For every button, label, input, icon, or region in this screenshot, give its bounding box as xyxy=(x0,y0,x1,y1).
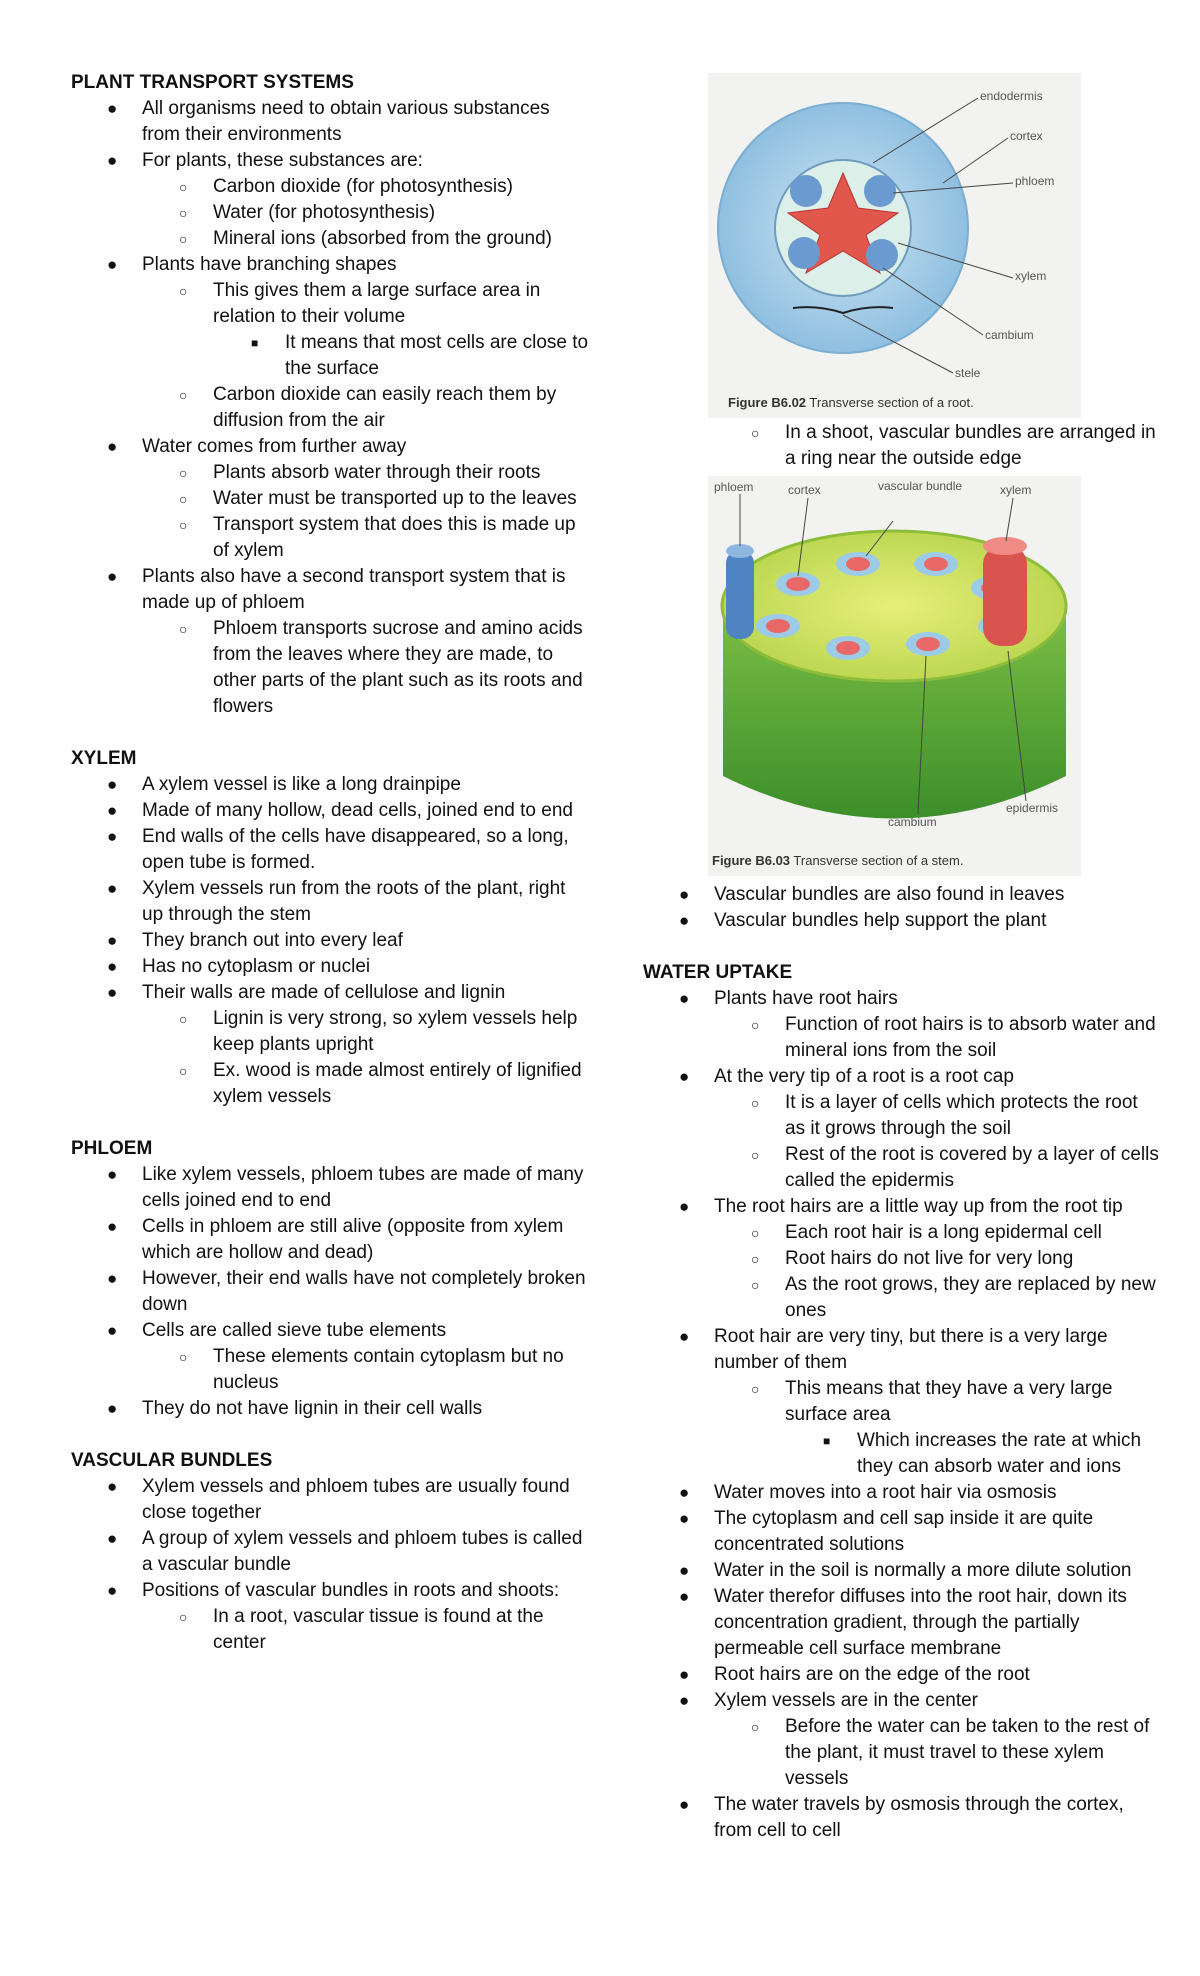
list-item xyxy=(643,882,1163,908)
bullet-marker: ○ xyxy=(751,1095,760,1111)
root-section-figure xyxy=(708,73,1081,418)
list-item xyxy=(643,1506,1163,1558)
list-item xyxy=(71,200,591,226)
bullet-marker: ○ xyxy=(179,205,188,221)
list-item xyxy=(643,1064,1163,1090)
bullet-list xyxy=(71,1474,591,1656)
bullet-marker: ● xyxy=(679,1067,690,1086)
list-item xyxy=(71,226,591,252)
list-item xyxy=(71,1526,591,1578)
list-item-text: Lignin is very strong, so xylem vessels help keep plants upright xyxy=(213,1008,578,1055)
list-item-text: Root hair are very tiny, but there is a very large number of them xyxy=(714,1326,1108,1373)
list-item-text: However, their end walls have not completely broken down xyxy=(142,1268,586,1315)
list-item-text: These elements contain cytoplasm but no nucleus xyxy=(213,1346,564,1393)
label-xylem: xylem xyxy=(1015,269,1047,283)
bullet-marker: ● xyxy=(107,255,118,274)
root-phloem-3 xyxy=(788,237,820,269)
label-stem-cortex: cortex xyxy=(788,483,821,497)
label-epidermis: epidermis xyxy=(1006,801,1059,815)
list-item xyxy=(71,1344,591,1396)
bullet-marker: ● xyxy=(679,1691,690,1710)
bullet-marker: ● xyxy=(107,931,118,950)
list-item-text: Water comes from further away xyxy=(142,436,407,457)
stem-figure-caption xyxy=(712,853,963,868)
bullet-marker: ● xyxy=(107,957,118,976)
bullet-marker: ■ xyxy=(251,336,259,350)
list-item xyxy=(71,148,591,174)
list-item xyxy=(71,616,591,720)
bullet-marker: ○ xyxy=(179,231,188,247)
root-figure-caption xyxy=(728,395,974,410)
bullet-marker: ● xyxy=(107,1321,118,1340)
list-item-text: Carbon dioxide can easily reach them by diffusion from the air xyxy=(213,384,557,431)
label-cortex: cortex xyxy=(1010,129,1043,143)
bullet-marker: ● xyxy=(107,1529,118,1548)
list-item-text: Like xylem vessels, phloem tubes are made of many cells joined end to end xyxy=(142,1164,584,1211)
list-item-text: Water must be transported up to the leaves xyxy=(213,488,577,509)
bullet-marker: ● xyxy=(107,1217,118,1236)
section-heading: PHLOEM xyxy=(71,1138,153,1159)
bullet-marker: ○ xyxy=(751,1277,760,1293)
section xyxy=(71,70,591,720)
section-heading: WATER UPTAKE xyxy=(643,962,793,983)
list-item-text: This means that they have a very large surface area xyxy=(785,1378,1113,1425)
bullet-marker: ○ xyxy=(179,283,188,299)
list-item xyxy=(71,1214,591,1266)
list-item xyxy=(71,1162,591,1214)
list-item-text: End walls of the cells have disappeared, so a long, open tube is formed. xyxy=(142,826,569,873)
list-item-text: Xylem vessels are in the center xyxy=(714,1690,979,1711)
list-item xyxy=(71,460,591,486)
list-item xyxy=(643,1584,1163,1662)
bullet-marker: ● xyxy=(679,989,690,1008)
bullet-marker: ○ xyxy=(179,1063,188,1079)
section-heading: XYLEM xyxy=(71,748,137,769)
shoot-list xyxy=(643,420,1163,472)
bullet-marker: ○ xyxy=(179,179,188,195)
bullet-marker: ● xyxy=(107,1165,118,1184)
list-item-text: Rest of the root is covered by a layer of cells called the epidermis xyxy=(785,1144,1159,1191)
bullet-marker: ● xyxy=(107,1477,118,1496)
list-item-text: Water moves into a root hair via osmosis xyxy=(714,1482,1057,1503)
list-item-text: They branch out into every leaf xyxy=(142,930,403,951)
bullet-marker: ○ xyxy=(179,1609,188,1625)
list-item xyxy=(643,1194,1163,1220)
bullet-marker: ● xyxy=(679,1509,690,1528)
label-stele: stele xyxy=(955,366,981,380)
list-item-text: Root hairs are on the edge of the root xyxy=(714,1664,1030,1685)
bullet-marker: ● xyxy=(679,1795,690,1814)
bullet-marker: ○ xyxy=(179,517,188,533)
list-item xyxy=(643,1558,1163,1584)
list-item-text: It means that most cells are close to the surface xyxy=(285,332,589,379)
list-item-text: The water travels by osmosis through the cortex, from cell to cell xyxy=(714,1794,1124,1841)
bullet-marker: ○ xyxy=(751,1147,760,1163)
list-item xyxy=(71,1266,591,1318)
bullet-marker: ● xyxy=(107,827,118,846)
list-item-text: Function of root hairs is to absorb water and mineral ions from the soil xyxy=(785,1014,1156,1061)
list-item-text: Each root hair is a long epidermal cell xyxy=(785,1222,1102,1243)
list-item-text: Vascular bundles are also found in leaves xyxy=(714,884,1065,905)
stem-diagram xyxy=(708,476,1081,876)
bullet-marker: ● xyxy=(679,1561,690,1580)
list-item xyxy=(71,1396,591,1422)
list-item-text: They do not have lignin in their cell walls xyxy=(142,1398,483,1419)
list-item xyxy=(71,1318,591,1344)
left-column xyxy=(71,70,591,1682)
list-item xyxy=(643,1376,1163,1428)
list-item-text: Plants have branching shapes xyxy=(142,254,397,275)
root-figure-number: Figure B6.02 xyxy=(728,395,807,410)
bullet-marker: ● xyxy=(107,1581,118,1600)
bullet-marker: ● xyxy=(107,437,118,456)
bullet-marker: ○ xyxy=(179,621,188,637)
bullet-marker: ● xyxy=(679,1327,690,1346)
bullet-marker: ● xyxy=(679,911,690,930)
bullet-marker: ● xyxy=(107,1399,118,1418)
list-item-text: Cells in phloem are still alive (opposite from xylem which are hollow and dead) xyxy=(142,1216,564,1263)
list-item xyxy=(71,486,591,512)
root-phloem-2 xyxy=(790,175,822,207)
list-item-text: Made of many hollow, dead cells, joined end to end xyxy=(142,800,573,821)
list-item-text: Carbon dioxide (for photosynthesis) xyxy=(213,176,513,197)
bullet-marker: ○ xyxy=(751,1381,760,1397)
bullet-marker: ○ xyxy=(751,1225,760,1241)
root-figure-text: Transverse section of a root. xyxy=(809,395,974,410)
list-item xyxy=(643,986,1163,1012)
list-item-text: A group of xylem vessels and phloem tubes is called a vascular bundle xyxy=(142,1528,583,1575)
stem-figure-text: Transverse section of a stem. xyxy=(793,853,964,868)
list-item xyxy=(71,824,591,876)
bullet-marker: ● xyxy=(679,1197,690,1216)
root-phloem-1 xyxy=(864,175,896,207)
label-vascular-bundle: vascular bundle xyxy=(878,479,963,493)
list-item xyxy=(643,1688,1163,1714)
shoot-item-text: In a shoot, vascular bundles are arranged in a ring near the outside edge xyxy=(785,422,1156,469)
bullet-marker: ○ xyxy=(179,1011,188,1027)
list-item-text: Plants also have a second transport system that is made up of phloem xyxy=(142,566,566,613)
list-item-text: Cells are called sieve tube elements xyxy=(142,1320,447,1341)
list-item xyxy=(71,278,591,330)
list-item-text: Their walls are made of cellulose and lignin xyxy=(142,982,506,1003)
section xyxy=(71,1136,591,1422)
bullet-list xyxy=(71,96,591,720)
list-item-text: Water therefor diffuses into the root hair, down its concentration gradient, through the partially permeable cell surface membrane xyxy=(714,1586,1127,1659)
bullet-marker: ○ xyxy=(179,465,188,481)
list-item xyxy=(71,772,591,798)
water-uptake-section xyxy=(643,960,1163,1844)
list-item xyxy=(71,174,591,200)
list-item-text: Plants absorb water through their roots xyxy=(213,462,541,483)
bullet-marker: ○ xyxy=(179,1349,188,1365)
bullet-marker: ● xyxy=(679,1483,690,1502)
stem-figure-number: Figure B6.03 xyxy=(712,853,791,868)
list-item-text: Xylem vessels run from the roots of the plant, right up through the stem xyxy=(142,878,566,925)
list-item-text: Xylem vessels and phloem tubes are usually found close together xyxy=(142,1476,570,1523)
label-stem-phloem: phloem xyxy=(714,480,754,494)
water-uptake-list xyxy=(643,986,1163,1844)
bullet-marker: ● xyxy=(679,1665,690,1684)
list-item xyxy=(71,382,591,434)
list-item xyxy=(71,512,591,564)
bullet-marker: ● xyxy=(107,567,118,586)
list-item xyxy=(643,1714,1163,1792)
list-item-text: A xylem vessel is like a long drainpipe xyxy=(142,774,461,795)
list-item-text: Phloem transports sucrose and amino acids from the leaves where they are made, to other parts of the plant such as its roots and flowers xyxy=(213,618,583,717)
bullet-list xyxy=(71,772,591,1110)
root-phloem-4 xyxy=(866,239,898,271)
list-item xyxy=(71,330,591,382)
list-item xyxy=(71,798,591,824)
label-cambium: cambium xyxy=(985,328,1034,342)
list-item-text: Plants have root hairs xyxy=(714,988,898,1009)
list-item xyxy=(71,564,591,616)
list-item xyxy=(643,1480,1163,1506)
section-heading: VASCULAR BUNDLES xyxy=(71,1450,273,1471)
stem-phloem-tube xyxy=(726,551,754,639)
bullet-marker: ● xyxy=(107,151,118,170)
label-endodermis: endodermis xyxy=(980,89,1043,103)
list-item-text: The cytoplasm and cell sap inside it are quite concentrated solutions xyxy=(714,1508,1094,1555)
after-stem-list xyxy=(643,882,1163,934)
bullet-marker: ● xyxy=(107,99,118,118)
list-item xyxy=(71,1058,591,1110)
list-item-text: Before the water can be taken to the rest of the plant, it must travel to these xylem vessels xyxy=(785,1716,1150,1789)
list-item-text: The root hairs are a little way up from the root tip xyxy=(714,1196,1123,1217)
bullet-marker: ● xyxy=(107,801,118,820)
bullet-marker: ■ xyxy=(823,1434,831,1448)
bullet-marker: ○ xyxy=(751,1719,760,1735)
list-item-text: Positions of vascular bundles in roots and shoots: xyxy=(142,1580,560,1601)
list-item xyxy=(71,434,591,460)
list-item xyxy=(643,1220,1163,1246)
list-item-text: At the very tip of a root is a root cap xyxy=(714,1066,1014,1087)
bullet-marker: ● xyxy=(679,1587,690,1606)
list-item-text: All organisms need to obtain various substances from their environments xyxy=(142,98,550,145)
list-item-text: Ex. wood is made almost entirely of lignified xylem vessels xyxy=(213,1060,582,1107)
list-item xyxy=(71,876,591,928)
bullet-list xyxy=(71,1162,591,1422)
root-diagram xyxy=(708,73,1081,418)
label-stem-cambium: cambium xyxy=(888,815,937,829)
list-item-text: For plants, these substances are: xyxy=(142,150,423,171)
list-item-text: This gives them a large surface area in relation to their volume xyxy=(213,280,541,327)
list-item xyxy=(643,1142,1163,1194)
right-column xyxy=(643,73,1163,1870)
list-item: ○ In a shoot, vascular bundles are arranged in a ring near the outside edge xyxy=(751,422,1156,469)
stem-section-figure xyxy=(708,476,1081,876)
list-item xyxy=(71,1604,591,1656)
list-item xyxy=(643,1428,1163,1480)
list-item-text: Has no cytoplasm or nuclei xyxy=(142,956,371,977)
list-item xyxy=(643,1012,1163,1064)
bullet-marker: ● xyxy=(107,879,118,898)
list-item xyxy=(71,96,591,148)
list-item-text: Vascular bundles help support the plant xyxy=(714,910,1047,931)
bullet-marker: ● xyxy=(107,983,118,1002)
list-item xyxy=(71,1474,591,1526)
list-item-text: As the root grows, they are replaced by new ones xyxy=(785,1274,1156,1321)
list-item xyxy=(643,1662,1163,1688)
list-item xyxy=(643,1090,1163,1142)
list-item-text: Water (for photosynthesis) xyxy=(213,202,436,223)
list-item xyxy=(643,908,1163,934)
section-heading: PLANT TRANSPORT SYSTEMS xyxy=(71,72,354,93)
list-item-text: Water in the soil is normally a more dilute solution xyxy=(714,1560,1132,1581)
list-item xyxy=(643,1324,1163,1376)
list-item-text: Which increases the rate at which they can absorb water and ions xyxy=(857,1430,1142,1477)
list-item xyxy=(71,928,591,954)
section xyxy=(71,746,591,1110)
list-item xyxy=(71,980,591,1006)
bullet-marker: ○ xyxy=(751,1017,760,1033)
list-item-text: It is a layer of cells which protects the root as it grows through the soil xyxy=(785,1092,1138,1139)
list-item xyxy=(71,252,591,278)
list-item-text: Mineral ions (absorbed from the ground) xyxy=(213,228,553,249)
list-item xyxy=(643,1246,1163,1272)
bullet-marker: ○ xyxy=(179,491,188,507)
list-item-text: Root hairs do not live for very long xyxy=(785,1248,1074,1269)
label-stem-xylem: xylem xyxy=(1000,483,1032,497)
label-phloem: phloem xyxy=(1015,174,1055,188)
list-item xyxy=(643,1272,1163,1324)
bullet-marker: ○ xyxy=(179,387,188,403)
bullet-marker: ● xyxy=(107,1269,118,1288)
bullet-marker: ○ xyxy=(751,1251,760,1267)
list-item xyxy=(71,1006,591,1058)
bullet-marker: ● xyxy=(679,885,690,904)
list-item xyxy=(643,1792,1163,1844)
list-item-text: Transport system that does this is made up of xylem xyxy=(213,514,576,561)
list-item-text: In a root, vascular tissue is found at the center xyxy=(213,1606,544,1653)
list-item xyxy=(71,954,591,980)
bullet-marker: ● xyxy=(107,775,118,794)
stem-xylem-tube xyxy=(983,546,1027,646)
section xyxy=(71,1448,591,1656)
list-item xyxy=(71,1578,591,1604)
